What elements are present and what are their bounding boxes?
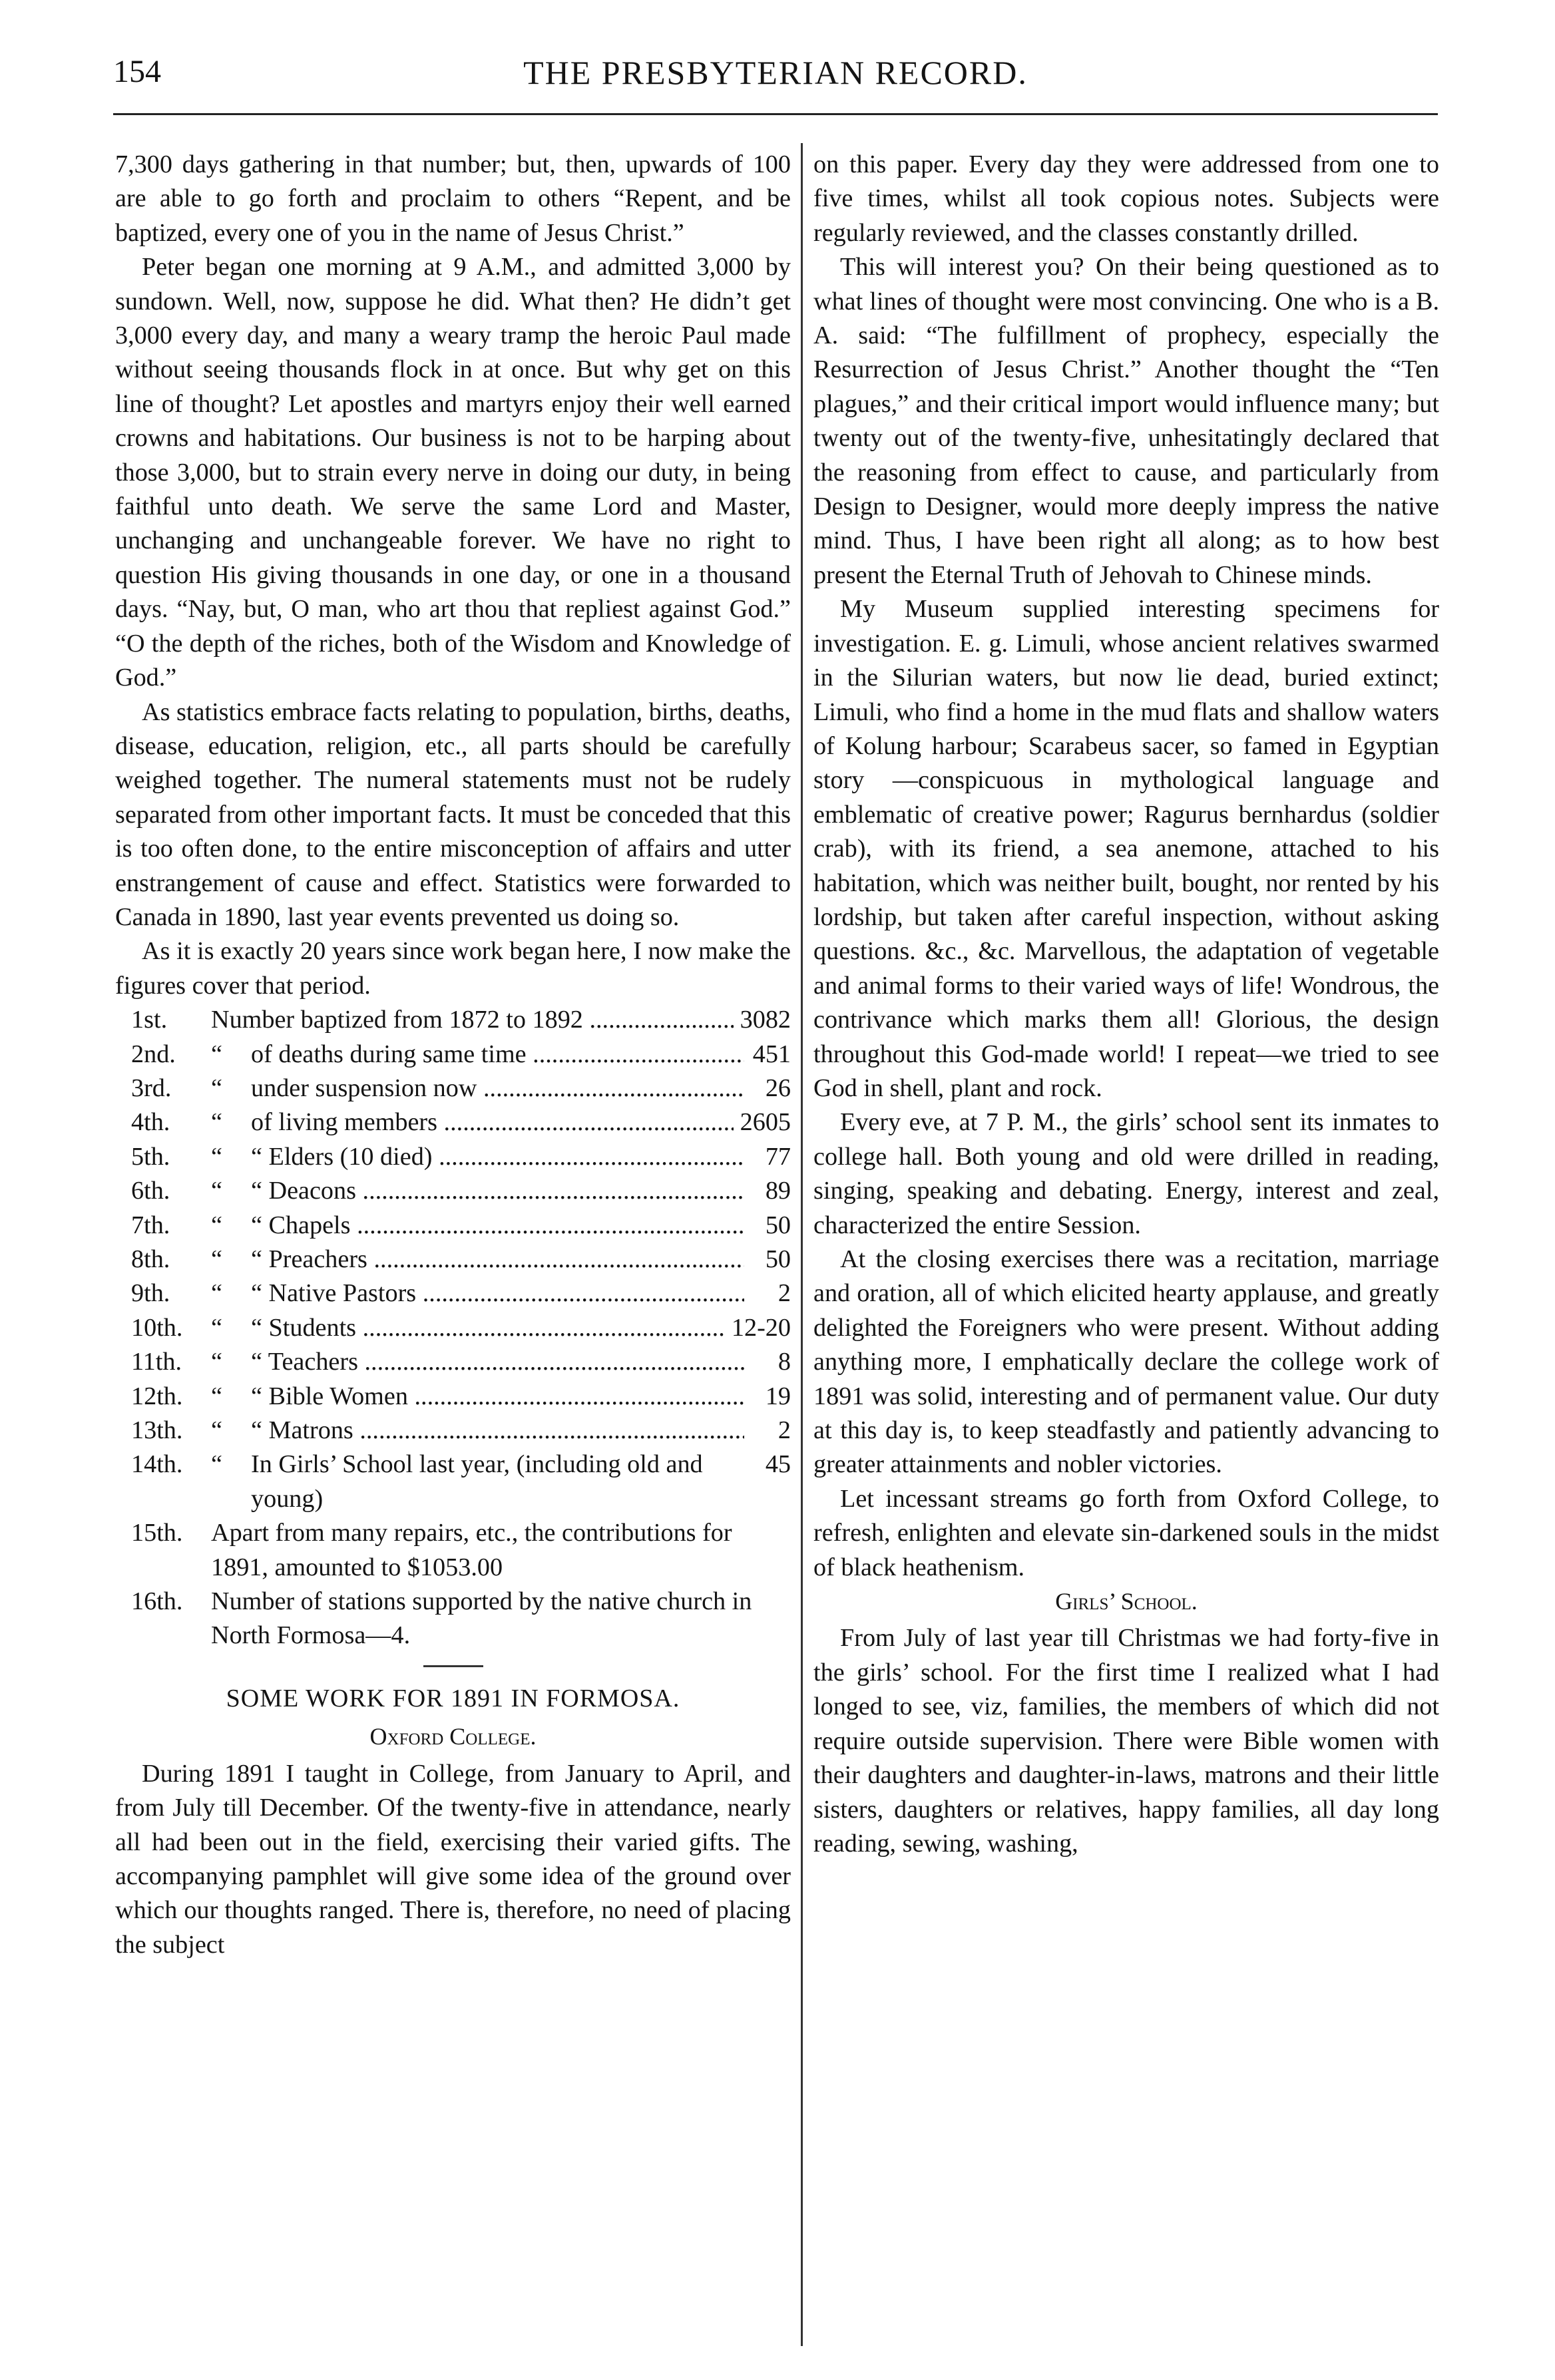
stat-value: 45: [765, 1450, 791, 1479]
stat-value: 77: [765, 1142, 791, 1171]
stat-ordinal: 7th.: [131, 1211, 170, 1239]
ditto-mark: “: [211, 1177, 222, 1205]
section-subtitle: Girls’ School.: [1055, 1588, 1198, 1615]
stat-row: [131, 1072, 791, 1105]
paragraph: Let incessant streams go forth from Oxford College, to refresh, enlighten and elevate sin-darkened souls in the midst of black heathenism.: [813, 1484, 1439, 1581]
stat-ordinal: 10th.: [131, 1313, 183, 1342]
ditto-mark: “: [211, 1348, 222, 1376]
stat-value: 3082: [740, 1006, 791, 1034]
section-rule: [423, 1665, 483, 1667]
stat-row: [131, 1311, 791, 1345]
ditto-mark: “: [211, 1450, 222, 1479]
stat-label: “ Matrons .....: [251, 1414, 744, 1448]
statistics-list: [131, 1003, 791, 1653]
left-column: [115, 148, 791, 1962]
page-number: 154: [113, 54, 161, 89]
stat-label: of deaths during same time .....: [251, 1038, 744, 1072]
stat-label: “ Elders (10 died) .....: [251, 1140, 744, 1174]
stat-value: 19: [765, 1382, 791, 1410]
ditto-mark: “: [211, 1074, 222, 1102]
stat-value: 2: [778, 1416, 791, 1445]
stat-row: [131, 1209, 791, 1243]
stat-ordinal: 6th.: [131, 1177, 170, 1205]
ditto-mark: “: [211, 1245, 222, 1273]
paragraph: From July of last year till Christmas we had forty-five in the girls’ school. For the first time I realized what I had longed to see, viz, families, the members of which did not require outside supervision. There were Bible women with their daughters and daughter-in-laws, matrons and their little sisters, daughters or relatives, happy families, all day long reading, sewing, washing,: [813, 1624, 1439, 1858]
ditto-mark: “: [211, 1313, 222, 1342]
stat-value: 50: [765, 1245, 791, 1273]
stat-label: “ Chapels .....: [251, 1209, 744, 1243]
right-column: [813, 148, 1439, 1861]
paragraph: Peter began one morning at 9 A.M., and admitted 3,000 by sundown. Well, now, suppose he did. What then? He didn’t get 3,000 every day, and many a weary tramp the heroic Paul made without seeing thousands flock in at once. But why get on this line of thought? Let apostles and martyrs enjoy their well earned crowns and habitations. Our business is not to be harping about those 3,000, but to strain every nerve in doing our duty, in being faithful unto death. We serve the same Lord and Master, unchanging and unchangeable forever. We have no right to question His giving thousands in one day, or one in a thousand days. “Nay, but, O man, who art thou that repliest against God.” “O the depth of the riches, both of the Wisdom and Knowledge of God.”: [115, 253, 791, 692]
stat-text: Apart from many repairs, etc., the contributions for 1891, amounted to $1053.00: [211, 1519, 732, 1581]
stat-row: [131, 1105, 791, 1139]
stat-label: “ Bible Women .....: [251, 1380, 744, 1414]
paragraph: 7,300 days gathering in that number; but, then, upwards of 100 are able to go forth and proclaim to others “Repent, and be baptized, every one of you in the name of Jesus Christ.”: [115, 150, 791, 247]
stat-ordinal: 12th.: [131, 1382, 183, 1410]
ditto-mark: “: [211, 1382, 222, 1410]
stat-label: “ Native Pastors .....: [251, 1277, 744, 1310]
stat-text: Number of stations supported by the native church in North Formosa—4.: [211, 1587, 752, 1650]
stat-label: “ Preachers .....: [251, 1243, 744, 1277]
stat-ordinal: 4th.: [131, 1108, 170, 1137]
stat-value: 2: [778, 1279, 791, 1308]
paragraph: As statistics embrace facts relating to population, births, deaths, disease, education, religion, etc., all parts should be carefully weighed together. The numeral statements must not be rudely separated from other important facts. It must be conceded that this is too often done, to the entire misconception of affairs and utter enstrangement of cause and effect. Statistics were forwarded to Canada in 1890, last year events prevented us doing so.: [115, 697, 791, 931]
stat-label: Number baptized from 1872 to 1892 .....: [211, 1003, 734, 1037]
running-title: THE PRESBYTERIAN RECORD.: [523, 54, 1028, 91]
stat-ordinal: 5th.: [131, 1142, 170, 1171]
stat-ordinal: 14th.: [131, 1450, 183, 1479]
stat-row: [131, 1174, 791, 1208]
paragraph: At the closing exercises there was a recitation, marriage and oration, all of which elicited hearty applause, and greatly delighted the Foreigners who were present. Without adding anything more, I emphatically declare the college work of 1891 was solid, interesting and of permanent value. Our duty at this day is, to keep steadfastly and patiently advancing to greater attainments and nobler victories.: [813, 1245, 1439, 1479]
stat-ordinal: 3rd.: [131, 1074, 172, 1102]
stat-row: [131, 1243, 791, 1277]
stat-ordinal: 8th.: [131, 1245, 170, 1273]
stat-ordinal: 15th.: [131, 1519, 183, 1547]
stat-ordinal: 2nd.: [131, 1040, 176, 1068]
stat-row: [131, 1380, 791, 1414]
stat-row: [131, 1038, 791, 1072]
stat-row: [131, 1345, 791, 1379]
stat-ordinal: 13th.: [131, 1416, 183, 1445]
stat-row: [131, 1003, 791, 1037]
ditto-mark: “: [211, 1211, 222, 1239]
section-subtitle: Oxford College.: [369, 1723, 537, 1750]
header-rule: [113, 113, 1438, 115]
stat-row: [131, 1585, 791, 1653]
stat-label: “ Deacons .....: [251, 1174, 744, 1208]
stat-label: In Girls’ School last year, (including old and young): [251, 1450, 703, 1513]
stat-row: [131, 1516, 791, 1585]
stat-label: under suspension now .....: [251, 1072, 744, 1105]
stat-row: [131, 1277, 791, 1310]
stat-value: 2605: [740, 1108, 791, 1137]
ditto-mark: “: [211, 1142, 222, 1171]
paragraph: Every eve, at 7 P. M., the girls’ school sent its inmates to college hall. Both young and old were drilled in reading, singing, speaking and debating. Energy, interest and zeal, characterized the entire Session.: [813, 1108, 1439, 1239]
stat-row: [131, 1414, 791, 1448]
paragraph: During 1891 I taught in College, from January to April, and from July till December. Of the twenty-five in attendance, nearly all had been out in the field, exercising their varied gifts. The accompanying pamphlet will give some idea of the ground over which our thoughts ranged. There is, therefore, no need of placing the subject: [115, 1759, 791, 1959]
stat-label: “ Teachers .....: [251, 1345, 744, 1379]
stat-value: 12-20: [731, 1313, 791, 1342]
stat-value: 89: [765, 1177, 791, 1205]
paragraph: My Museum supplied interesting specimens for investigation. E. g. Limuli, whose ancient relatives swarmed in the Silurian waters, but now lie dead, buried extinct; Limuli, who find a home in the mud flats and shallow waters of Kolung harbour; Scarabeus sacer, so famed in Egyptian story —conspicuous in mythological language and emblematic of creative power; Ragurus bernhardus (soldier crab), with its friend, a sea anemone, attached to his habitation, which was neither built, bought, nor rented by his lordship, but taken after careful inspection, without asking questions. &c., &c. Marvellous, the adaptation of vegetable and animal forms to their varied ways of life! Wondrous, the contrivance which marks them all! Glorious, the design throughout this God-made world! I repeat—we tried to see God in shell, plant and rock.: [813, 595, 1439, 1102]
paragraph: As it is exactly 20 years since work began here, I now make the figures cover that period.: [115, 937, 791, 1000]
stat-row: [131, 1448, 791, 1516]
section-title: SOME WORK FOR 1891 IN FORMOSA.: [226, 1684, 680, 1712]
stat-ordinal: 1st.: [131, 1006, 168, 1034]
stat-value: 26: [765, 1074, 791, 1102]
stat-label: of living members .....: [251, 1105, 734, 1139]
stat-ordinal: 16th.: [131, 1587, 183, 1616]
stat-label: “ Students .....: [251, 1311, 725, 1345]
page-header: [113, 47, 1438, 120]
paragraph: on this paper. Every day they were addressed from one to five times, whilst all took copious notes. Subjects were regularly reviewed, and the classes constantly drilled.: [813, 150, 1439, 247]
stat-value: 50: [765, 1211, 791, 1239]
stat-value: 8: [778, 1348, 791, 1376]
stat-row: [131, 1140, 791, 1174]
ditto-mark: “: [211, 1279, 222, 1308]
ditto-mark: “: [211, 1416, 222, 1445]
paragraph: This will interest you? On their being questioned as to what lines of thought were most convincing. One who is a B. A. said: “The fulfillment of prophecy, especially the Resurrection of Jesus Christ.” Another thought the “Ten plagues,” and their critical import would influence many; but twenty out of the twenty-five, unhesitatingly declared that the reasoning from effect to cause, and particularly from Design to Designer, would more deeply impress the native mind. Thus, I have been right all along; as to how best present the Eternal Truth of Jehovah to Chinese minds.: [813, 253, 1439, 589]
ditto-mark: “: [211, 1040, 222, 1068]
stat-ordinal: 11th.: [131, 1348, 182, 1376]
ditto-mark: “: [211, 1108, 222, 1137]
stat-value: 451: [752, 1040, 791, 1068]
stat-ordinal: 9th.: [131, 1279, 170, 1308]
column-divider: [801, 143, 803, 2346]
